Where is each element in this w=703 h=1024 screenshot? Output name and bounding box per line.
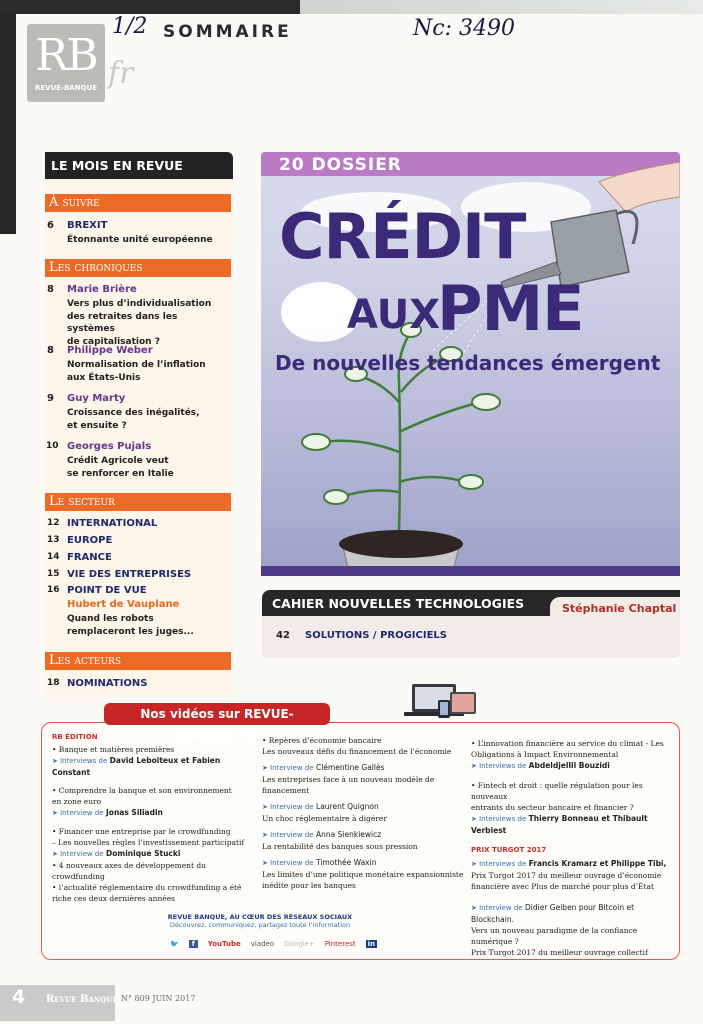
devices-icon [390,682,482,722]
dossier-subtitle: De nouvelles tendances émergent [275,351,661,375]
le-mois-en-revue-header: LE MOIS EN REVUE [45,152,233,179]
interviewee: Timothée Waxin [316,858,377,867]
twitter-icon[interactable]: 🐦 [170,940,179,948]
chronique-author[interactable]: Guy Marty [67,393,126,404]
interviewee: Clémentine Gallès [316,763,385,772]
linkedin-icon[interactable]: in [367,940,376,948]
video-line[interactable]: Un choc réglementaire à digérer [262,814,387,823]
page-number: 16 [47,585,60,595]
interviewee: Abdeldjellil Bouzidi [528,761,610,770]
video-line[interactable]: • Banque et matières premières [52,745,175,754]
prix-turgot-heading: PRIX TURGOT 2017 [471,846,547,854]
social-title: REVUE BANQUE, AU CŒUR DES RÉSEAUX SOCIAUX [167,913,353,921]
video-line[interactable]: La rentabilité des banques sous pression [262,842,418,851]
pov-desc [67,613,227,638]
video-line[interactable]: Obligations à Impact Environnemental [471,750,619,759]
video-line[interactable]: • 4 nouveaux axes de développement du crowdfunding [52,861,207,881]
dossier-title-aux: AUX [347,292,441,338]
solutions-progiciels-item[interactable]: SOLUTIONS / PROGICIELS [305,630,447,641]
desc-line: se renforcer en Italie [67,468,174,479]
video-line[interactable] [471,858,676,870]
video-line[interactable]: Les nouveaux défis du financement de l’économie [262,747,452,756]
video-line[interactable]: Prix Turgot 2017 du meilleur ouvrage d’économie [471,871,662,880]
desc-line: Quand les robots [67,614,154,624]
video-line[interactable]: • L’innovation financière au service du climat - Les [471,739,664,748]
video-line[interactable]: • l’actualité réglementaire du crowdfunding a été [52,883,242,892]
section-a-suivre: À suivre [45,194,231,212]
video-line[interactable]: Les limites d’une politique monétaire expansionniste [262,870,464,879]
video-line[interactable] [262,857,467,869]
video-line[interactable] [262,829,467,841]
page-number: 14 [47,552,60,562]
interview-prefix: ➤ Interview de [262,803,314,811]
top-stripe [0,0,703,14]
video-line[interactable] [262,801,467,813]
dossier-label: 20 DOSSIER [279,155,402,175]
interview-prefix: ➤ Interview de [262,859,314,867]
videos-badge[interactable]: Nos vidéos sur REVUE-BANQUE.FR [104,703,330,725]
video-line[interactable]: • Financer une entreprise par le crowdfunding [52,827,231,836]
secteur-item[interactable]: POINT DE VUE [67,585,147,596]
chronique-author[interactable]: Georges Pujals [67,441,152,452]
cahier-author: Stéphanie Chaptal [562,602,677,615]
interview-prefix: ➤ Interviews de [471,762,527,770]
video-line[interactable]: Prix Turgot 2017 du meilleur ouvrage collectif [471,948,648,957]
interview-prefix: ➤ Interview de [262,831,314,839]
page-number: 8 [47,345,54,356]
social-block [145,913,375,929]
video-line[interactable]: • Repères d’économie bancaire [262,736,382,745]
handwritten-fraction: 1/2 [112,14,148,39]
page-number: 15 [47,569,60,579]
interviewee: Jonas Siliadin [106,808,163,817]
page-number: 42 [276,630,290,641]
footer-title: Revue Banque [46,994,118,1005]
videos-col-3 [471,738,676,958]
video-line[interactable]: Vers un nouveau paradigme de la confiance numérique ? [471,926,638,946]
dossier-bottom-bar [261,566,680,576]
desc-line: des retraites dans les systèmes [67,311,178,334]
desc-line: de capitalisation ? [67,336,160,347]
secteur-item[interactable]: EUROPE [67,535,113,546]
video-line[interactable] [471,902,676,925]
page-title: SOMMAIRE [163,22,292,42]
video-line[interactable] [52,755,252,778]
desc-line: remplaceront les juges... [67,626,194,637]
video-line[interactable]: • Comprendre la banque et son environnement [52,786,232,795]
video-line[interactable] [471,760,676,772]
interviewee: Thierry Bonneau et Thibault Verbiest [471,814,648,835]
logo-fr-text: fr [108,56,134,91]
video-line[interactable] [262,762,467,774]
interview-prefix: ➤ Interview de [52,850,104,858]
page-number: 18 [47,678,60,688]
desc-line: aux États-Unis [67,372,141,383]
video-line[interactable]: – Les nouvelles règles l’investissement participatif [52,838,245,847]
interview-prefix: ➤ Interview de [262,764,314,772]
dossier-title-pme: PME [437,272,584,345]
cahier-title[interactable]: CAHIER NOUVELLES TECHNOLOGIES [272,596,525,611]
video-line[interactable]: en zone euro [52,797,102,806]
chronique-author[interactable]: Philippe Weber [67,345,153,356]
video-line[interactable]: Les entreprises face à un nouveau modèle de financement [262,775,435,795]
page-number: 9 [47,393,54,404]
interview-prefix: ➤ Interviews de [52,757,108,765]
logo-rb-text: RB [35,30,97,81]
chronique-desc [67,455,227,480]
page-number: 13 [47,535,60,545]
secteur-item[interactable]: FRANCE [67,552,112,563]
footer-issue: N° 809 JUIN 2017 [121,994,196,1003]
nominations-item[interactable]: NOMINATIONS [67,678,148,689]
interviewee: Dominique Stucki [106,849,181,858]
rb-edition-heading: RB ÉDITION [52,733,98,741]
secteur-item[interactable]: INTERNATIONAL [67,518,158,529]
desc-line: Normalisation de l’inflation [67,360,206,370]
social-subtitle: Découvrez, communiquez, partagez toute l’information [169,921,351,929]
pov-author[interactable]: Hubert de Vauplane [67,599,180,610]
videos-col-1 [52,733,252,904]
page-number: 12 [47,518,60,528]
interviewee: Francis Kramarz et Philippe Tibi, [528,859,667,868]
interview-prefix: ➤ Interview de [471,904,523,912]
page-number: 10 [46,441,59,451]
viadeo-icon[interactable]: viadeo [250,940,275,948]
desc-line: Crédit Agricole veut [67,456,169,466]
video-line[interactable]: riche ces deux dernières années [52,894,175,903]
page-number: 8 [47,284,54,295]
google-plus-icon[interactable]: Google+ [284,940,315,948]
desc-line: Croissance des inégalités, [67,408,200,418]
interviewee: Laurent Quignon [316,802,379,811]
revue-banque-logo [27,24,105,102]
dossier-cover[interactable] [261,152,680,576]
interviewee: Anna Sienkiewicz [316,830,382,839]
section-les-chroniques: Les chroniques [45,259,231,277]
chronique-desc [67,359,227,384]
desc-line: et ensuite ? [67,420,127,431]
youtube-icon[interactable]: YouTube [207,940,241,948]
interviewee: David Leboiteux et Fabien Constant [52,756,221,777]
secteur-item[interactable]: VIE DES ENTREPRISES [67,569,192,580]
section-le-secteur: Le secteur [45,493,231,511]
interview-prefix: ➤ Interviews de [471,860,527,868]
brexit-label[interactable]: BREXIT [67,220,108,231]
dossier-title-credit: CRÉDIT [279,200,526,273]
video-line[interactable] [52,807,252,819]
video-line[interactable] [52,848,252,860]
chronique-author[interactable]: Marie Brière [67,284,137,295]
video-line[interactable]: entrants du secteur bancaire et financier ? [471,803,634,812]
video-line[interactable]: financière avec Plus de marché pour plus d’État [471,882,655,891]
handwritten-reference: Nc: 3490 [413,16,515,41]
videos-col-2 [262,735,467,891]
video-line[interactable]: inédite pour les banques [262,881,356,890]
video-line[interactable]: • Fintech et droit : quelle régulation pour les nouveaux [471,781,643,801]
footer-page-number: 4 [12,986,26,1008]
interviewee: Didier Geiben pour Bitcoin et Blockchain. [471,903,635,924]
logo-sub-text: REVUE-BANQUE [35,84,97,92]
brexit-desc: Étonnante unité européenne [67,235,213,245]
chronique-desc [67,407,227,432]
interview-prefix: ➤ Interviews de [471,815,527,823]
pinterest-icon[interactable]: Pinterest [324,940,356,948]
social-icons-row [170,937,376,951]
page-number: 6 [47,220,54,231]
facebook-icon[interactable]: f [189,940,198,948]
section-les-acteurs: Les acteurs [45,652,231,670]
video-line[interactable] [471,813,676,836]
interview-prefix: ➤ Interview de [52,809,104,817]
chronique-desc [67,298,227,348]
desc-line: Vers plus d’individualisation [67,299,212,309]
left-edge-band [0,14,16,234]
